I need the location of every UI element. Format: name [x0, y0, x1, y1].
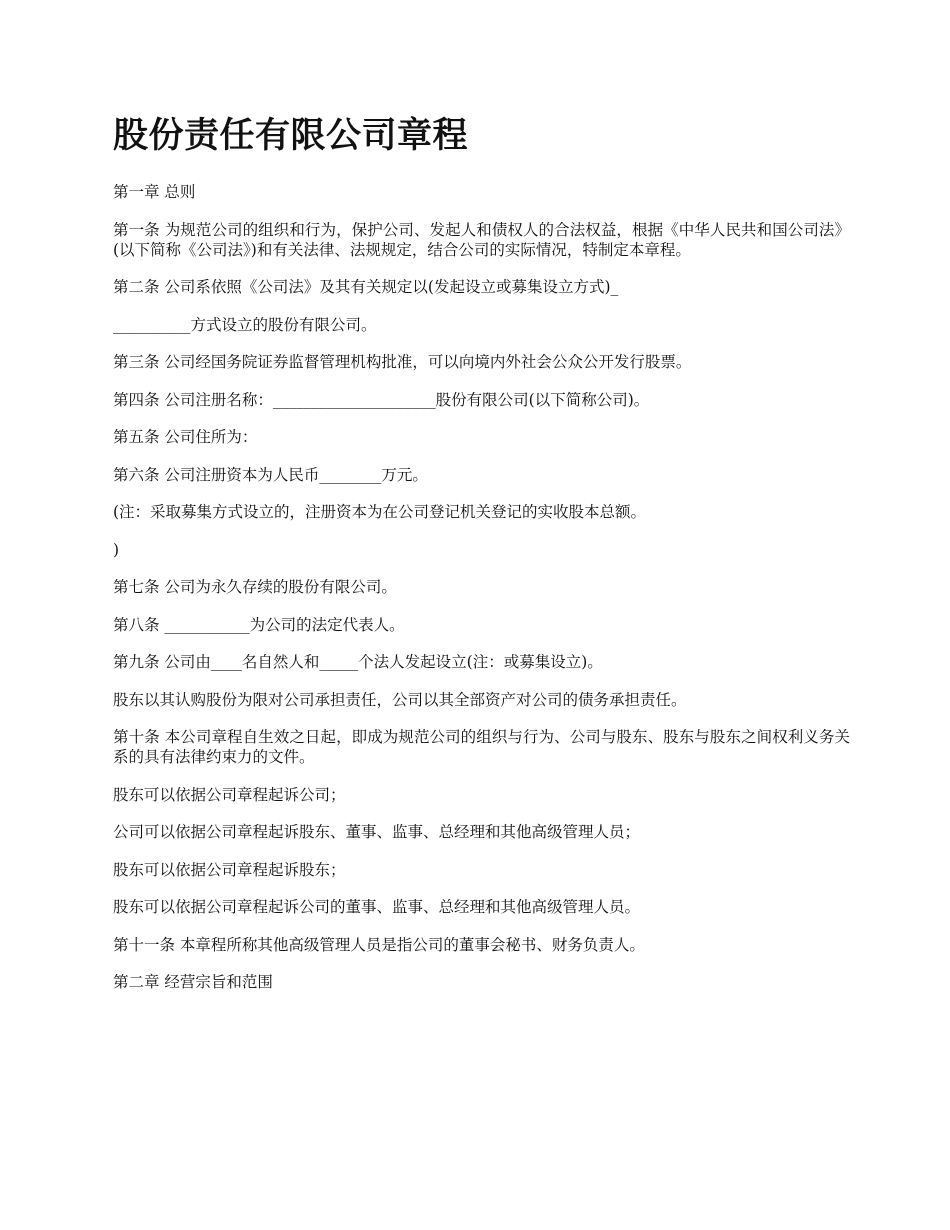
article-paragraph: 股东可以依据公司章程起诉股东；: [113, 860, 346, 879]
article-paragraph: 股东可以依据公司章程起诉公司的董事、监事、总经理和其他高级管理人员。: [113, 898, 641, 916]
document-title: 股份责任有限公司章程: [113, 116, 469, 156]
article-paragraph: __________方式设立的股份有限公司。: [113, 315, 377, 334]
article-paragraph: 第九条 公司由____名自然人和_____个法人发起设立(注：或募集设立)。: [113, 653, 603, 671]
article-paragraph: 第二条 公司系依照《公司法》及其有关规定以(发起设立或募集设立方式)_: [113, 278, 619, 296]
article-paragraph: 第十一条 本章程所称其他高级管理人员是指公司的董事会秘书、财务负责人。: [113, 935, 645, 954]
chapter-heading: 第二章 经营宗旨和范围: [113, 973, 273, 991]
article-paragraph: 第六条 公司注册资本为人民币________万元。: [113, 465, 428, 484]
article-paragraph: 第五条 公司住所为：: [113, 428, 258, 446]
article-paragraph: 第八条 ___________为公司的法定代表人。: [113, 615, 405, 634]
article-paragraph: 第四条 公司注册名称：_____________________股份有限公司(以下简称公司)。: [113, 390, 650, 409]
article-paragraph: 股东可以依据公司章程起诉公司；: [113, 785, 346, 804]
article-paragraph: 第七条 公司为永久存续的股份有限公司。: [113, 578, 397, 596]
article-paragraph: 第十条 本公司章程自生效之日起，即成为规范公司的组织与行为、公司与股东、股东与股东之间权利义务关系的具有法律约束力的文件。: [113, 728, 850, 766]
article-paragraph: 第一条 为规范公司的组织和行为，保护公司、发起人和债权人的合法权益，根据《中华人民共和国公司法》(以下简称《公司法》)和有关法律、法规规定，结合公司的实际情况，特制定本章程。: [113, 220, 850, 259]
article-paragraph: 股东以其认购股份为限对公司承担责任，公司以其全部资产对公司的债务承担责任。: [113, 690, 687, 709]
note-paragraph: (注：采取募集方式设立的，注册资本为在公司登记机关登记的实收股本总额。: [113, 503, 647, 521]
article-paragraph: 第三条 公司经国务院证券监督管理机构批准，可以向境内外社会公众公开发行股票。: [113, 353, 692, 371]
chapter-heading: 第一章 总则: [113, 183, 196, 201]
note-paragraph: ): [113, 540, 120, 559]
article-paragraph: 公司可以依据公司章程起诉股东、董事、监事、总经理和其他高级管理人员；: [113, 823, 641, 841]
